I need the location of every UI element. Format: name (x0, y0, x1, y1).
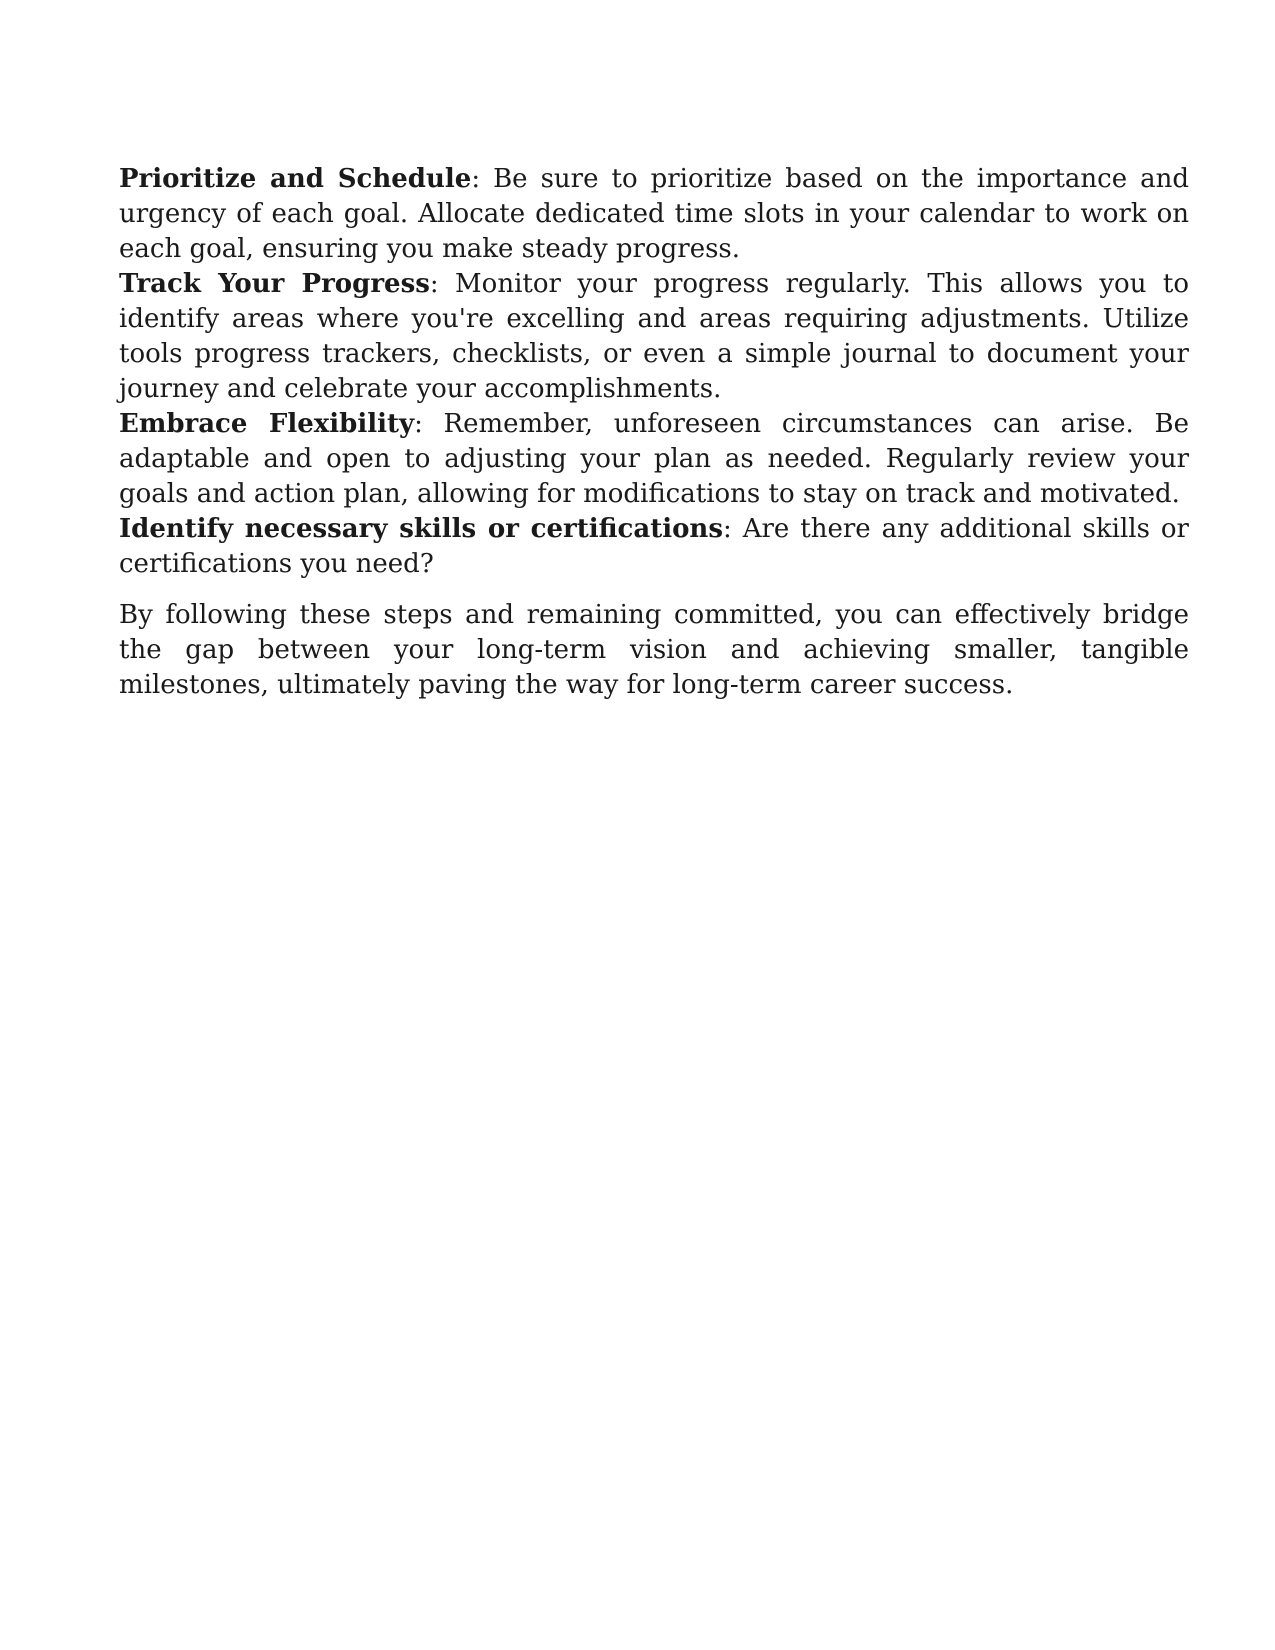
conclusion-paragraph: By following these steps and remaining committed, you can effectively bridge the gap between your long-term vision and achieving smaller, tangible milestones, ultimately paving the way for long-term career success. (119, 600, 1189, 700)
section-body: : Be sure to prioritize based on the importance and urgency of each goal. Allocate dedicated time slots in your calendar to work on each goal, ensuring you make steady progress. (119, 164, 1189, 264)
section-term: Embrace Flexibility (119, 409, 415, 439)
section-body: : Are there any additional skills or certifications you need? (119, 514, 1189, 579)
section-term: Identify necessary skills or certifications (119, 514, 723, 544)
document-page (119, 162, 1189, 703)
section-body: : Monitor your progress regularly. This allows you to identify areas where you're excelling and areas requiring adjustments. Utilize tools progress trackers, checklists, or even a simple journal to document your journey and celebrate your accomplishments. (119, 269, 1189, 404)
section-body: : Remember, unforeseen circumstances can arise. Be adaptable and open to adjusting your plan as needed. Regularly review your goals and action plan, allowing for modifications to stay on track and motivated. (119, 409, 1189, 509)
section-embrace-flexibility (119, 407, 1189, 512)
section-term: Track Your Progress (119, 269, 430, 299)
section-prioritize-schedule (119, 162, 1189, 267)
section-track-progress (119, 267, 1189, 407)
section-term: Prioritize and Schedule (119, 164, 472, 194)
section-identify-skills (119, 512, 1189, 582)
